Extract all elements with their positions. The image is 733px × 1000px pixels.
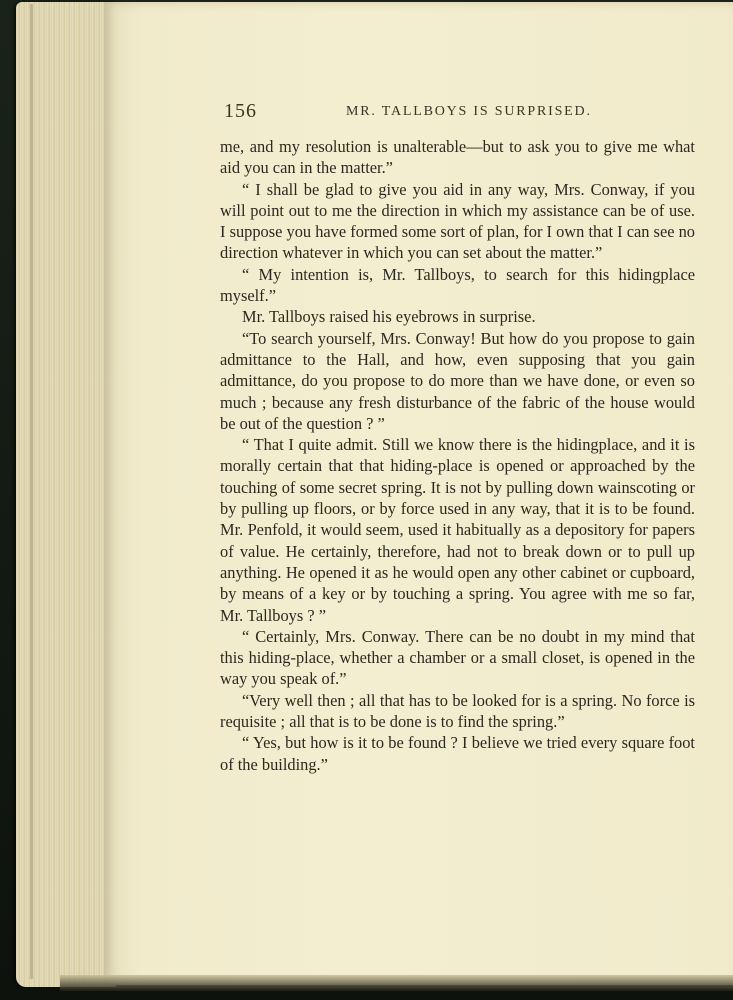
paragraph: “ Certainly, Mrs. Conway. There can be no doubt in my mind that this hiding-place, whether a chamber or a small closet, is opened in the way you speak of.” xyxy=(220,626,695,689)
paragraph: “ Yes, but how is it to be found ? I believe we tried every square foot of the building.” xyxy=(220,733,695,774)
paragraph: “To search yourself, Mrs. Conway! But how do you propose to gain admittance to the Hall, and how, even supposing that you gain admittance, do you propose to do more than we have done, or even so much ; because any fresh disturbance of the fabric of the house would be out of the question ? ” xyxy=(220,328,695,433)
paragraph: me, and my resolution is unalterable—but to ask you to give me what aid you can in the matter.” xyxy=(220,137,695,178)
paragraph: “ My intention is, Mr. Tallboys, to search for this hidingplace myself.” xyxy=(220,264,695,306)
page-header xyxy=(224,100,694,126)
page-number: 156 xyxy=(224,100,257,122)
body-text xyxy=(220,136,695,775)
page-bottom-edge xyxy=(60,975,733,991)
paragraph: “ That I quite admit. Still we know there is the hidingplace, and it is morally certain that that hiding-place is opened or approached by the touching of some secret spring. It is not by pulling down wainscoting or by pulling up floors, or by force used in any way, that it is to be found. Mr. Penfold, it would seem, used it habitually as a depository for papers of value. He certainly, therefore, had not to break down or to pull up anything. He opened it as he would open any other cabinet or cupboard, by means of a key or by touching a spring. You agree with me so far, Mr. Tallboys ? ” xyxy=(220,435,695,625)
running-title: MR. TALLBOYS IS SURPRISED. xyxy=(346,104,592,119)
paragraph: “Very well then ; all that has to be looked for is a spring. No force is requisite ; all that is to be done is to find the spring.” xyxy=(220,690,695,732)
paragraph: Mr. Tallboys raised his eyebrows in surprise. xyxy=(242,307,536,327)
page-edge-line xyxy=(30,4,33,979)
paragraph: “ I shall be glad to give you aid in any way, Mrs. Conway, if you will point out to me the direction in which my assistance can be of use. I suppose you have formed some sort of plan, for I own that I can see no direction whatever in which you can set about the matter.” xyxy=(220,179,695,263)
